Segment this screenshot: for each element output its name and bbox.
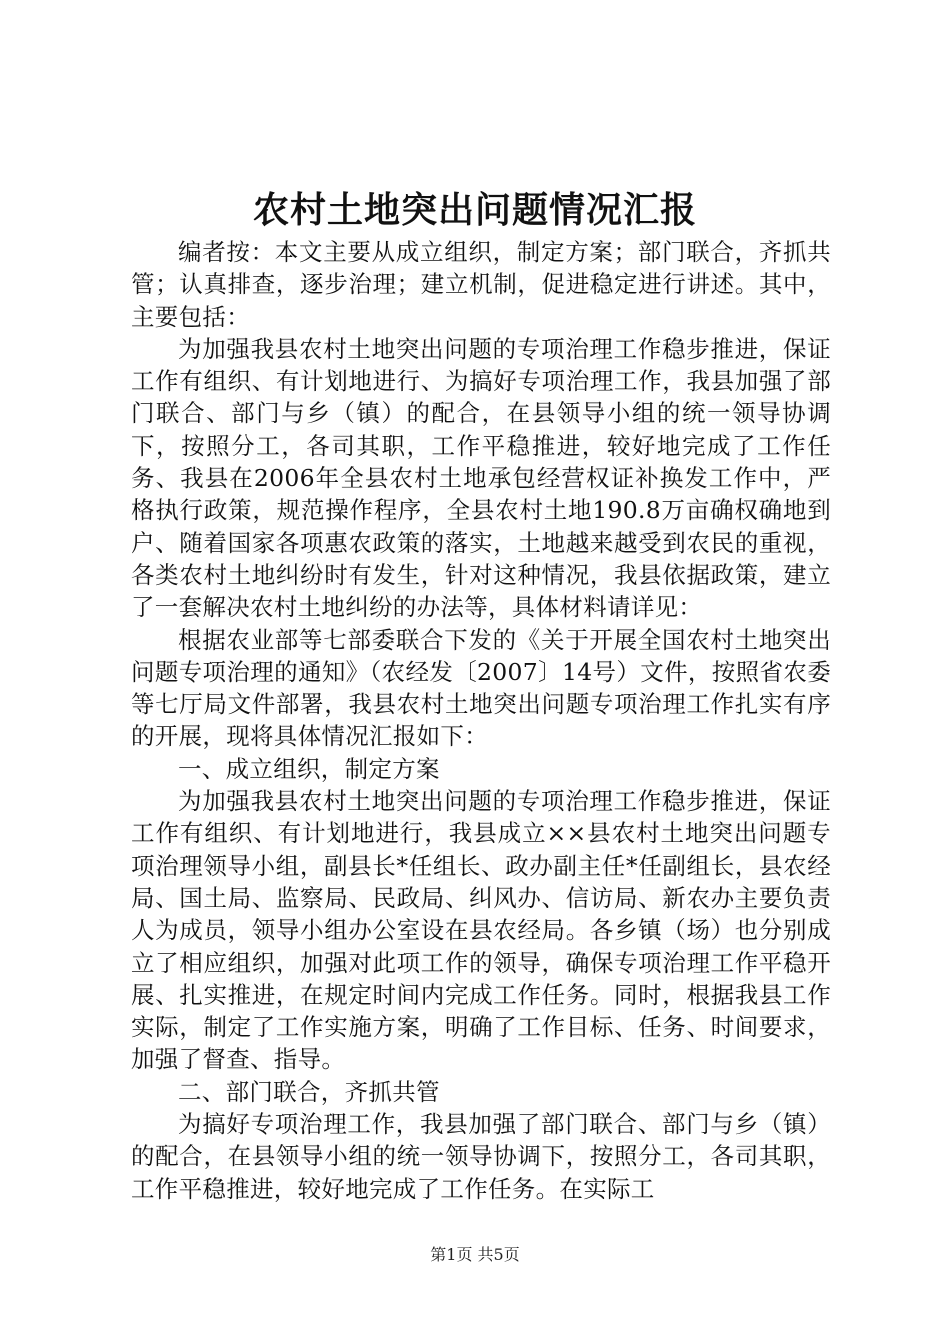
document-body	[131, 236, 831, 1205]
section-heading-2: 二、部门联合，齐抓共管	[178, 1077, 440, 1106]
section-heading-1: 一、成立组织，制定方案	[178, 754, 440, 783]
section-2-paragraph: 为搞好专项治理工作，我县加强了部门联合、部门与乡（镇）的配合，在县领导小组的统一领导协调下，按照分工，各司其职，工作平稳推进，较好地完成了工作任务。在实际工	[131, 1110, 831, 1203]
page-number-footer: 第1页 共5页	[430, 1245, 520, 1264]
summary-paragraph: 为加强我县农村土地突出问题的专项治理工作稳步推进，保证工作有组织、有计划地进行、为搞好专项治理工作，我县加强了部门联合、部门与乡（镇）的配合，在县领导小组的统一领导协调下，按照分工，各司其职，工作平稳推进，较好地完成了工作任务、我县在2006年全县农村土地承包经营权证补换发工作中，严格执行政策，规范操作程序，全县农村土地190.8万亩确权确地到户、随着国家各项惠农政策的落实，土地越来越受到农民的重视，各类农村土地纠纷时有发生，针对这种情况，我县依据政策，建立了一套解决农村土地纠纷的办法等，具体材料请详见：	[131, 334, 831, 622]
intro-paragraph: 根据农业部等七部委联合下发的《关于开展全国农村土地突出问题专项治理的通知》（农经发〔2007〕14号）文件，按照省农委等七厅局文件部署，我县农村土地突出问题专项治理工作扎实有序的开展，现将具体情况汇报如下：	[131, 625, 831, 751]
section-1-paragraph: 为加强我县农村土地突出问题的专项治理工作稳步推进，保证工作有组织、有计划地进行，我县成立××县农村土地突出问题专项治理领导小组，副县长*任组长、政办副主任*任副组长，县农经局、国土局、监察局、民政局、纠风办、信访局、新农办主要负责人为成员，领导小组办公室设在县农经局。各乡镇（场）也分别成立了相应组织，加强对此项工作的领导，确保专项治理工作平稳开展、扎实推进，在规定时间内完成工作任务。同时，根据我县工作实际，制定了工作实施方案，明确了工作目标、任务、时间要求，加强了督查、指导。	[131, 787, 831, 1074]
document-title: 农村土地突出问题情况汇报	[252, 189, 697, 231]
editor-note-paragraph: 编者按：本文主要从成立组织，制定方案；部门联合，齐抓共管；认真排查，逐步治理；建立机制，促进稳定进行讲述。其中，主要包括：	[131, 238, 831, 331]
